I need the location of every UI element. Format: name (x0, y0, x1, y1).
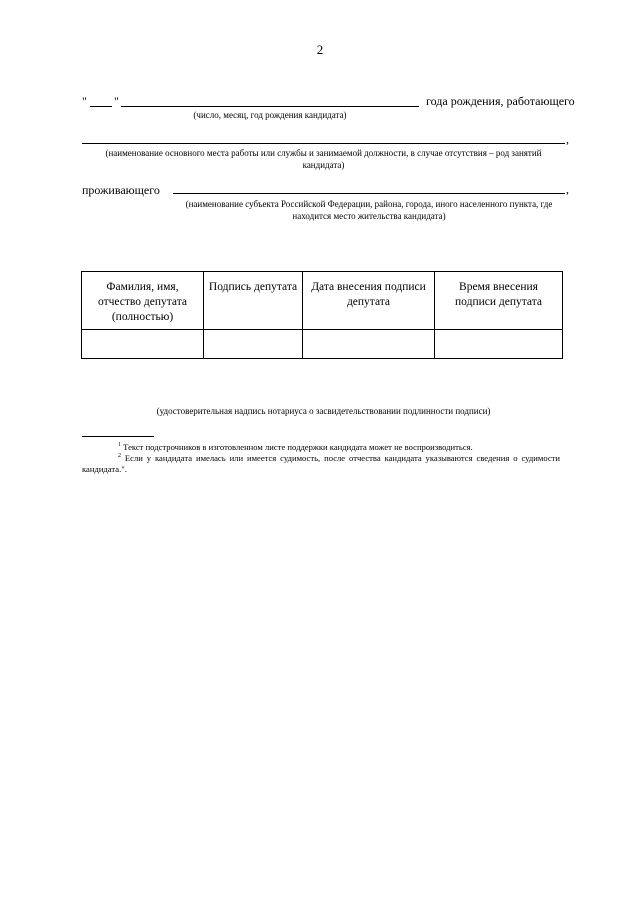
notary-caption: (удостоверительная надпись нотариуса о засвидетельствовании подлинности подписи) (156, 406, 491, 416)
quote-open: " (82, 94, 87, 108)
footnote-1-text: Текст подстрочников в изготовленном листе поддержки кандидата может не воспроизводиться. (123, 441, 473, 452)
quote-close: " (114, 94, 119, 108)
header-signing-time: Время внесения подписи депутата (435, 272, 563, 330)
day-blank (90, 106, 112, 107)
header-full-name: Фамилия, имя, отчество депутата (полностью) (82, 272, 204, 330)
residence-caption-line1: (наименование субъекта Российской Федерации, района, города, иного населенного пункта, где (185, 199, 553, 209)
cell-signature[interactable] (204, 330, 303, 359)
birth-caption: (число, месяц, год рождения кандидата) (193, 110, 347, 120)
work-comma: , (566, 132, 569, 146)
residence-comma: , (566, 182, 569, 196)
footnote-separator (82, 436, 154, 437)
footnote-2 (82, 451, 560, 475)
work-line (82, 143, 565, 144)
residence-label: проживающего (82, 183, 160, 197)
footnote-2-text: Если у кандидата имелась или имеется судимость, после отчества кандидата указываются сведения о судимости кандидата.". (82, 452, 560, 474)
birth-trailing-text: года рождения, работающего (426, 94, 575, 108)
residence-line (173, 193, 565, 194)
signature-table (81, 271, 563, 359)
header-signature: Подпись депутата (204, 272, 303, 330)
header-signing-date: Дата внесения подписи депутата (303, 272, 435, 330)
residence-caption-line2: находится место жительства кандидата) (292, 211, 446, 221)
page-number: 2 (316, 42, 324, 57)
work-caption-line2: кандидата) (302, 160, 345, 170)
table-row (82, 330, 563, 359)
cell-signing-time[interactable] (435, 330, 563, 359)
footnote-1-mark: 1 (118, 442, 121, 448)
footnote-2-mark: 2 (118, 453, 121, 459)
work-caption-line1: (наименование основного места работы или службы и занимаемой должности, в случае отсутствия – род занятий (105, 148, 542, 158)
cell-signing-date[interactable] (303, 330, 435, 359)
birth-date-line (121, 106, 419, 107)
cell-full-name[interactable] (82, 330, 204, 359)
